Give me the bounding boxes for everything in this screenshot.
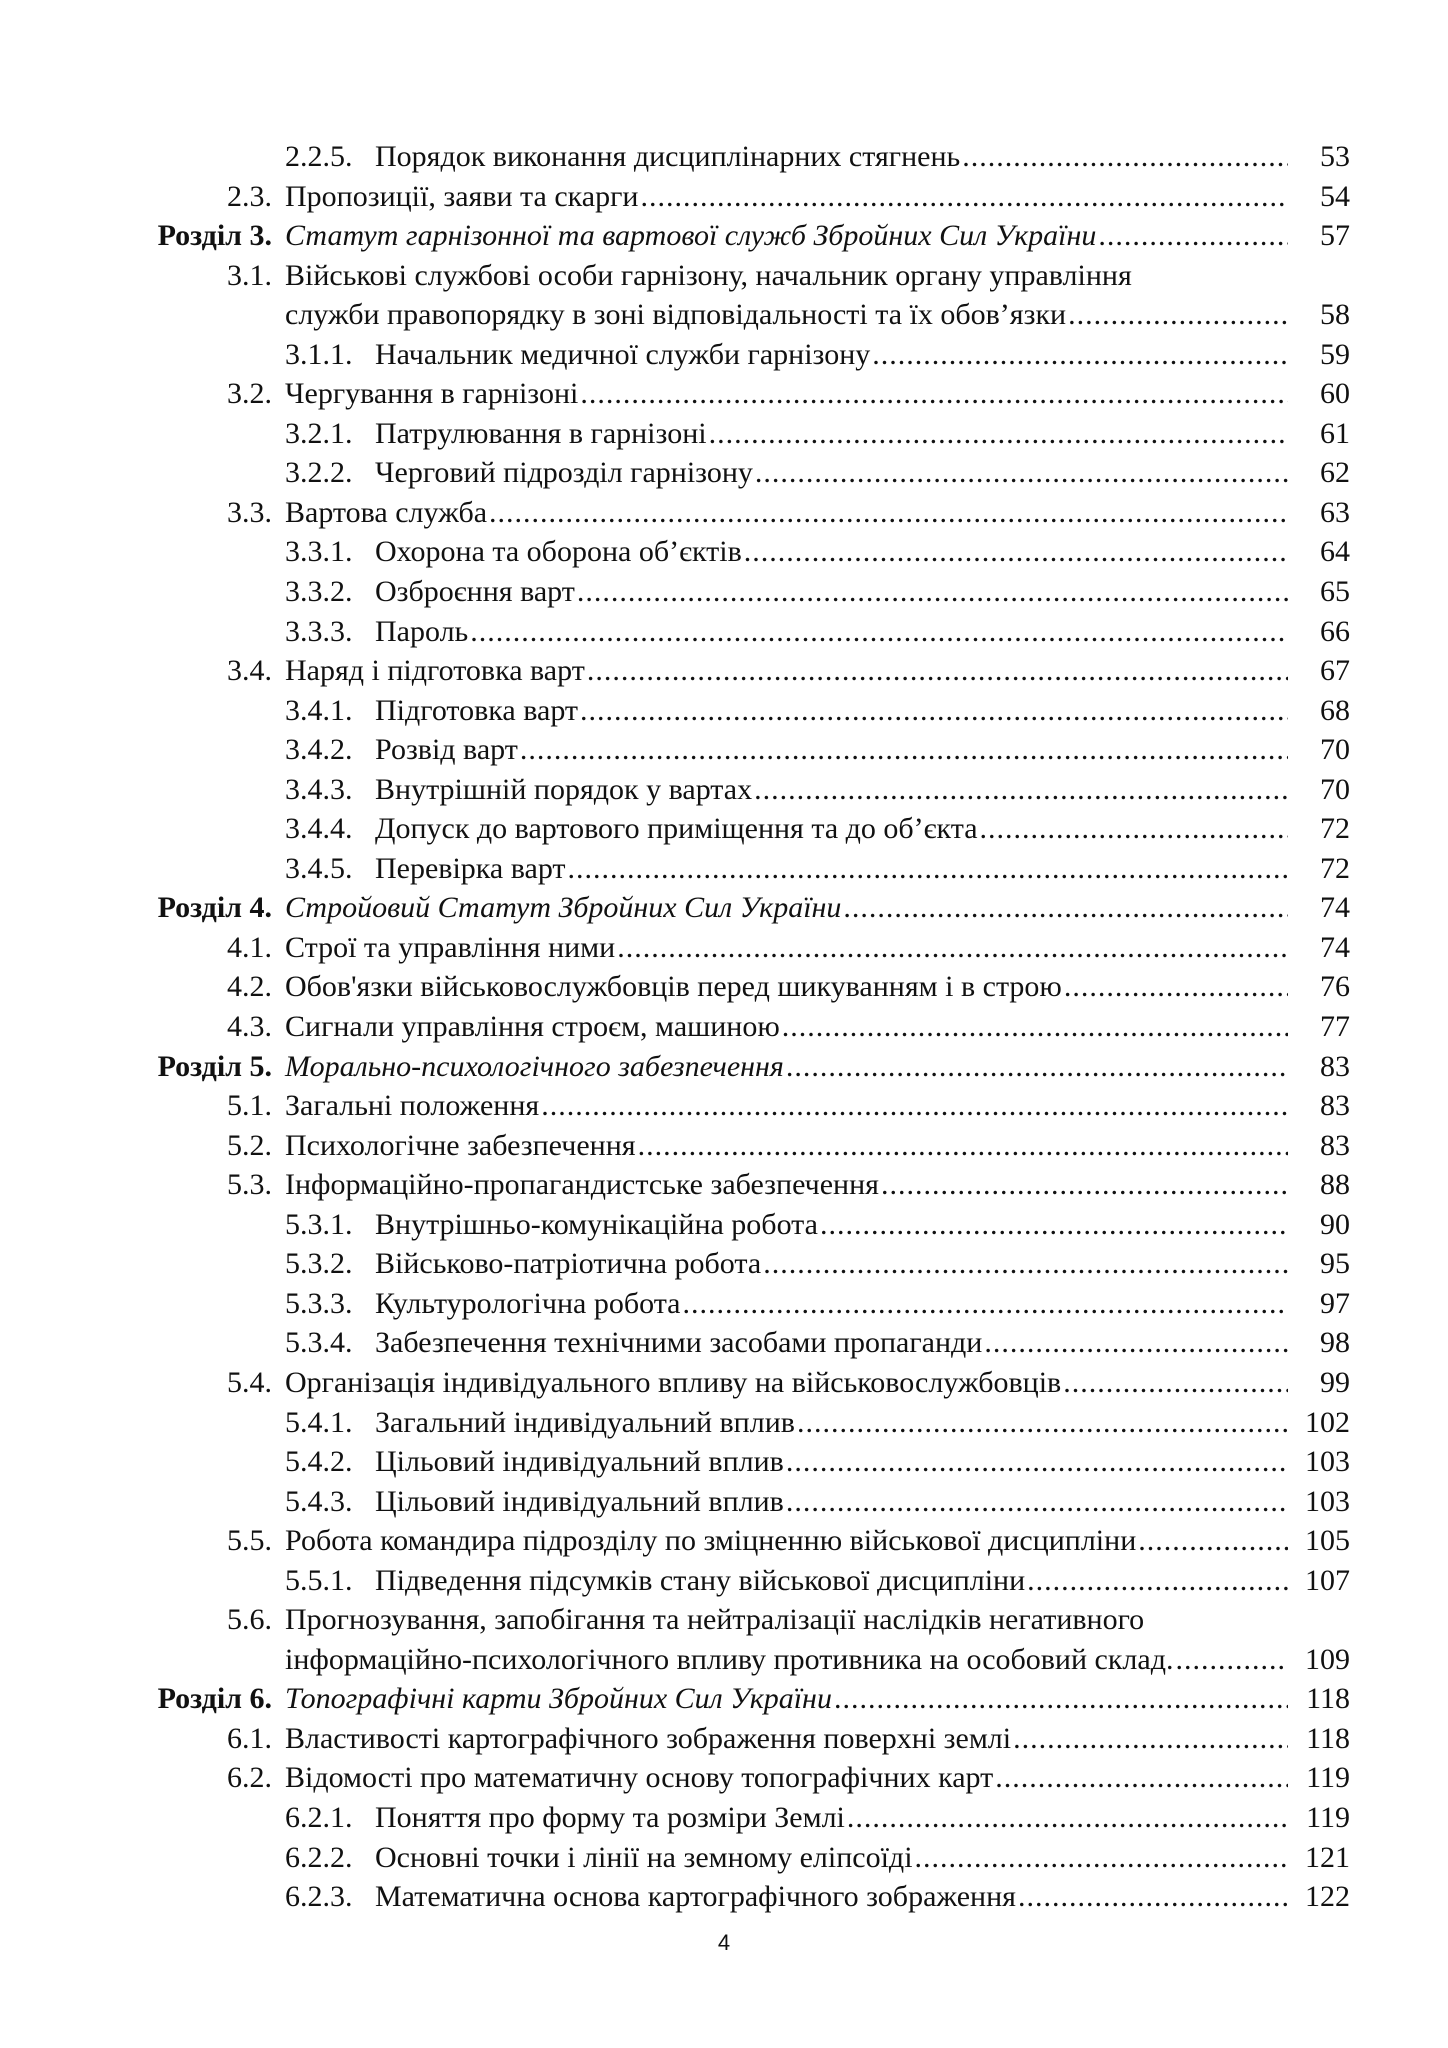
toc-entry-title: Озброєння варт	[375, 575, 575, 609]
toc-entry[interactable]	[140, 414, 1350, 454]
toc-section-number: 5.4.	[227, 1365, 272, 1399]
toc-page-number: 121	[1305, 1840, 1350, 1874]
toc-entry-body	[375, 1284, 1350, 1324]
toc-entry-title: Сигнали управління строєм, машиною	[285, 1010, 780, 1044]
toc-entry-body	[375, 730, 1350, 770]
toc-entry-body	[285, 295, 1350, 335]
toc-page-number: 70	[1320, 733, 1350, 767]
toc-page-number: 119	[1306, 1800, 1350, 1834]
toc-entry-title: Пароль	[375, 614, 469, 648]
toc-entry-body	[375, 612, 1350, 652]
toc-entry-body	[375, 1482, 1350, 1522]
toc-section-number: 6.2.	[227, 1761, 272, 1795]
toc-entry-body	[375, 1838, 1350, 1878]
toc-section-number: 4.2.	[227, 970, 272, 1004]
toc-chapter-number: Розділ 6.	[157, 1682, 272, 1716]
toc-page-number: 65	[1320, 575, 1350, 609]
dot-leader	[881, 1165, 1288, 1205]
toc-entry-title: Допуск до вартового приміщення та до об’єкта	[375, 812, 978, 846]
table-of-contents	[140, 137, 1350, 1917]
toc-entry-body	[375, 1442, 1350, 1482]
toc-section-number: 3.4.1.	[285, 693, 353, 727]
toc-entry-title: Загальний індивідуальний вплив	[375, 1405, 795, 1439]
toc-entry-body	[375, 1561, 1350, 1601]
toc-section-number: 5.6.	[227, 1603, 272, 1637]
toc-section-number: 2.2.5.	[285, 140, 353, 173]
toc-entry-title: Розвід варт	[375, 733, 518, 767]
toc-entry-body	[375, 335, 1350, 375]
toc-entry[interactable]	[140, 1482, 1350, 1522]
toc-entry-body	[375, 691, 1350, 731]
toc-entry-body	[375, 1244, 1350, 1284]
toc-entry-title: Статут гарнізонної та вартової служб Збройних Сил України	[285, 219, 1097, 253]
toc-entry[interactable]	[140, 651, 1350, 691]
toc-section-number: 2.3.	[227, 179, 272, 213]
toc-entry-title: інформаційно-психологічного впливу противника на особовий склад.	[285, 1642, 1174, 1676]
toc-section-number: 6.2.1.	[285, 1800, 353, 1834]
toc-entry-title: Робота командира підрозділу по зміцненню військової дисципліни	[285, 1524, 1137, 1558]
toc-entry[interactable]	[140, 1284, 1350, 1324]
dot-leader	[782, 1007, 1288, 1047]
toc-page-number: 76	[1320, 970, 1350, 1004]
toc-entry-body	[285, 1047, 1350, 1087]
toc-entry-title: Відомості про математичну основу топографічних карт	[285, 1761, 994, 1795]
toc-entry-body	[375, 809, 1350, 849]
toc-entry-body	[375, 1403, 1350, 1443]
toc-entry[interactable]	[140, 137, 1350, 177]
toc-page-number: 88	[1320, 1168, 1350, 1202]
dot-leader	[1064, 967, 1288, 1007]
toc-entry-body	[375, 453, 1350, 493]
dot-leader	[755, 453, 1288, 493]
toc-page-number: 109	[1305, 1642, 1350, 1676]
toc-entry[interactable]	[140, 177, 1350, 217]
toc-entry-title: Культурологічна робота	[375, 1286, 681, 1320]
toc-section-number: 5.4.1.	[285, 1405, 353, 1439]
toc-section-number: 3.3.	[227, 495, 272, 529]
dot-leader	[995, 1758, 1288, 1798]
toc-page-number: 118	[1306, 1721, 1350, 1755]
toc-entry[interactable]	[140, 928, 1350, 968]
dot-leader	[1027, 1561, 1288, 1601]
toc-entry[interactable]	[140, 770, 1350, 810]
toc-entry[interactable]	[140, 1442, 1350, 1482]
toc-entry-title: Пропозиції, заяви та скарги	[285, 179, 639, 213]
dot-leader	[786, 1442, 1288, 1482]
toc-section-number: 5.4.2.	[285, 1445, 353, 1479]
dot-leader	[683, 1284, 1289, 1324]
toc-entry-title: Підготовка варт	[375, 693, 579, 727]
toc-page-number: 67	[1320, 654, 1350, 688]
toc-entry-title: служби правопорядку в зоні відповідальності та їх обов’язки	[285, 298, 1067, 332]
toc-entry[interactable]	[140, 809, 1350, 849]
toc-page-number: 95	[1320, 1247, 1350, 1281]
toc-page-number: 53	[1320, 140, 1350, 173]
toc-entry[interactable]	[140, 493, 1350, 533]
toc-entry-body	[375, 1798, 1350, 1838]
toc-section-number: 3.4.5.	[285, 851, 353, 885]
toc-entry[interactable]	[140, 967, 1350, 1007]
dot-leader	[744, 532, 1288, 572]
toc-entry-body	[285, 1363, 1350, 1403]
toc-page-number: 98	[1320, 1326, 1350, 1360]
dot-leader	[872, 335, 1288, 375]
toc-entry-body	[285, 1758, 1350, 1798]
toc-section-number: 3.4.4.	[285, 812, 353, 846]
toc-entry[interactable]	[140, 730, 1350, 770]
toc-entry[interactable]	[140, 1165, 1350, 1205]
dot-leader	[984, 1323, 1288, 1363]
toc-entry-body	[375, 849, 1350, 889]
toc-entry[interactable]	[140, 572, 1350, 612]
toc-section-number: 3.1.1.	[285, 337, 353, 371]
toc-entry[interactable]	[140, 1838, 1350, 1878]
toc-page-number: 103	[1305, 1484, 1350, 1518]
toc-page-number: 99	[1320, 1365, 1350, 1399]
dot-leader	[568, 849, 1288, 889]
toc-entry-title: Внутрішній порядок у вартах	[375, 772, 753, 806]
toc-page-number: 97	[1320, 1286, 1350, 1320]
dot-leader	[1063, 1363, 1288, 1403]
toc-page-number: 54	[1320, 179, 1350, 213]
dot-leader	[577, 572, 1288, 612]
toc-entry-title: Обов'язки військовослужбовців перед шикуванням і в строю	[285, 970, 1062, 1004]
dot-leader	[820, 1205, 1288, 1245]
toc-page-number: 60	[1320, 377, 1350, 411]
toc-entry-body	[285, 928, 1350, 968]
toc-entry[interactable]	[140, 453, 1350, 493]
toc-entry-title: Стройовий Статут Збройних Сил України	[285, 891, 842, 925]
toc-section-number: 5.3.2.	[285, 1247, 353, 1281]
toc-entry-title: Військові службові особи гарнізону, начальник органу управління	[285, 258, 1132, 292]
dot-leader	[617, 928, 1288, 968]
toc-entry[interactable]	[140, 888, 1350, 928]
toc-entry-body	[285, 888, 1350, 928]
toc-entry[interactable]	[140, 1640, 1350, 1680]
dot-leader	[834, 1679, 1288, 1719]
toc-entry[interactable]	[140, 1086, 1350, 1126]
toc-page-number: 83	[1320, 1089, 1350, 1123]
toc-section-number: 3.2.	[227, 377, 272, 411]
toc-page-number: 105	[1305, 1524, 1350, 1558]
toc-page-number: 64	[1320, 535, 1350, 569]
toc-entry-body	[285, 1126, 1350, 1166]
toc-section-number: 3.2.2.	[285, 456, 353, 490]
toc-section-number: 3.3.1.	[285, 535, 353, 569]
toc-page-number: 72	[1320, 851, 1350, 885]
toc-section-number: 3.4.3.	[285, 772, 353, 806]
dot-leader	[1098, 216, 1288, 256]
toc-entry-body	[285, 1719, 1350, 1759]
toc-entry[interactable]	[140, 1244, 1350, 1284]
toc-section-number: 3.2.1.	[285, 416, 353, 450]
dot-leader	[962, 137, 1288, 177]
dot-leader	[640, 177, 1288, 217]
dot-leader	[520, 730, 1288, 770]
toc-entry-body	[375, 1205, 1350, 1245]
toc-section-number: 5.1.	[227, 1089, 272, 1123]
dot-leader	[843, 888, 1288, 928]
dot-leader	[797, 1403, 1288, 1443]
toc-entry[interactable]	[140, 691, 1350, 731]
toc-entry-body	[285, 1679, 1350, 1719]
toc-entry-title: Інформаційно-пропагандистське забезпечення	[285, 1168, 879, 1202]
toc-page-number: 70	[1320, 772, 1350, 806]
toc-page-number: 102	[1305, 1405, 1350, 1439]
toc-entry-title: Психологічне забезпечення	[285, 1128, 636, 1162]
toc-page-number: 77	[1320, 1010, 1350, 1044]
toc-entry-title: Військово-патріотична робота	[375, 1247, 762, 1281]
toc-entry-body	[285, 256, 1350, 296]
dot-leader	[1013, 1719, 1288, 1759]
dot-leader	[754, 770, 1288, 810]
toc-entry-body	[285, 1600, 1350, 1640]
toc-entry-body	[285, 216, 1350, 256]
toc-entry-body	[285, 374, 1350, 414]
toc-entry-title: Цільовий індивідуальний вплив	[375, 1484, 784, 1518]
toc-entry[interactable]	[140, 1600, 1350, 1640]
toc-page-number: 83	[1320, 1049, 1350, 1083]
toc-entry-title: Поняття про форму та розміри Землі	[375, 1800, 845, 1834]
toc-entry-title: Математична основа картографічного зображення	[375, 1880, 1016, 1914]
toc-entry-body	[285, 651, 1350, 691]
toc-entry[interactable]	[140, 849, 1350, 889]
toc-page-number: 59	[1320, 337, 1350, 371]
toc-entry[interactable]	[140, 1877, 1350, 1917]
toc-section-number: 4.1.	[227, 930, 272, 964]
toc-section-number: 6.2.2.	[285, 1840, 353, 1874]
toc-entry-title: Топографічні карти Збройних Сил України	[285, 1682, 832, 1716]
toc-page-number: 58	[1320, 298, 1350, 332]
toc-page-number: 122	[1305, 1880, 1350, 1914]
toc-entry[interactable]	[140, 1719, 1350, 1759]
dot-leader	[580, 374, 1288, 414]
toc-entry-body	[375, 532, 1350, 572]
toc-section-number: 5.3.1.	[285, 1207, 353, 1241]
toc-page-number: 74	[1320, 930, 1350, 964]
toc-entry[interactable]	[140, 1363, 1350, 1403]
toc-entry-body	[285, 967, 1350, 1007]
toc-entry-body	[285, 177, 1350, 217]
toc-entry-body	[375, 1877, 1350, 1917]
toc-entry[interactable]	[140, 374, 1350, 414]
dot-leader	[763, 1244, 1288, 1284]
toc-section-number: 5.5.	[227, 1524, 272, 1558]
toc-entry-title: Загальні положення	[285, 1089, 540, 1123]
toc-entry-title: Організація індивідуального впливу на військовослужбовців	[285, 1365, 1062, 1399]
toc-entry-body	[375, 770, 1350, 810]
dot-leader	[541, 1086, 1288, 1126]
dot-leader	[1138, 1521, 1288, 1561]
dot-leader	[587, 651, 1288, 691]
toc-section-number: 5.3.3.	[285, 1286, 353, 1320]
toc-entry-body	[285, 1521, 1350, 1561]
toc-entry-title: Черговий підрозділ гарнізону	[375, 456, 753, 490]
toc-entry[interactable]	[140, 1403, 1350, 1443]
toc-chapter-number: Розділ 3.	[157, 219, 272, 253]
toc-page-number: 103	[1305, 1445, 1350, 1479]
toc-entry-title: Наряд і підготовка варт	[285, 654, 585, 688]
toc-entry-title: Чергування в гарнізоні	[285, 377, 579, 411]
toc-section-number: 3.4.2.	[285, 733, 353, 767]
toc-entry[interactable]	[140, 1758, 1350, 1798]
toc-page-number: 66	[1320, 614, 1350, 648]
toc-entry-title: Властивості картографічного зображення поверхні землі	[285, 1721, 1012, 1755]
toc-entry[interactable]	[140, 1007, 1350, 1047]
toc-entry[interactable]	[140, 532, 1350, 572]
dot-leader	[1018, 1877, 1288, 1917]
toc-entry-body	[375, 137, 1350, 177]
toc-entry-title: Порядок виконання дисциплінарних стягнень	[375, 140, 961, 173]
toc-entry[interactable]	[140, 1323, 1350, 1363]
toc-entry-title: Забезпечення технічними засобами пропаганди	[375, 1326, 983, 1360]
toc-entry[interactable]	[140, 1679, 1350, 1719]
toc-page-number: 90	[1320, 1207, 1350, 1241]
toc-entry-body	[285, 1165, 1350, 1205]
toc-entry[interactable]	[140, 1798, 1350, 1838]
toc-entry[interactable]	[140, 1561, 1350, 1601]
toc-section-number: 5.3.4.	[285, 1326, 353, 1360]
toc-entry-body	[285, 1007, 1350, 1047]
dot-leader	[847, 1798, 1288, 1838]
page-number: 4	[717, 1930, 731, 1955]
toc-section-number: 5.4.3.	[285, 1484, 353, 1518]
toc-section-number: 4.3.	[227, 1010, 272, 1044]
toc-chapter-number: Розділ 4.	[157, 891, 272, 925]
toc-entry-title: Перевірка варт	[375, 851, 566, 885]
toc-section-number: 5.3.	[227, 1168, 272, 1202]
toc-page-number: 57	[1320, 219, 1350, 253]
toc-entry-title: Вартова служба	[285, 495, 488, 529]
toc-entry-title: Основні точки і лінії на земному еліпсоїді	[375, 1840, 913, 1874]
toc-entry-title: Підведення підсумків стану військової дисципліни	[375, 1563, 1026, 1597]
toc-entry-body	[285, 1086, 1350, 1126]
toc-entry[interactable]	[140, 216, 1350, 256]
dot-leader	[489, 493, 1288, 533]
toc-section-number: 3.3.3.	[285, 614, 353, 648]
toc-page-number: 74	[1320, 891, 1350, 925]
dot-leader	[709, 414, 1288, 454]
dot-leader	[786, 1482, 1288, 1522]
toc-section-number: 3.1.	[227, 258, 272, 292]
toc-entry[interactable]	[140, 1521, 1350, 1561]
toc-page-number: 107	[1305, 1563, 1350, 1597]
toc-entry-title: Строї та управління ними	[285, 930, 616, 964]
toc-entry[interactable]	[140, 335, 1350, 375]
toc-entry[interactable]	[140, 1047, 1350, 1087]
toc-entry-title: Прогнозування, запобігання та нейтралізації наслідків негативного	[285, 1603, 1145, 1637]
toc-entry-body	[375, 414, 1350, 454]
toc-entry-body	[285, 493, 1350, 533]
toc-entry-title: Патрулювання в гарнізоні	[375, 416, 707, 450]
toc-page-number: 72	[1320, 812, 1350, 846]
toc-section-number: 6.2.3.	[285, 1880, 353, 1914]
toc-page-number: 118	[1306, 1682, 1350, 1716]
dot-leader	[980, 809, 1288, 849]
dot-leader	[470, 612, 1288, 652]
toc-page-number: 63	[1320, 495, 1350, 529]
dot-leader	[786, 1047, 1288, 1087]
toc-entry[interactable]	[140, 612, 1350, 652]
toc-section-number: 5.2.	[227, 1128, 272, 1162]
toc-entry[interactable]	[140, 1205, 1350, 1245]
toc-page-number: 119	[1306, 1761, 1350, 1795]
toc-entry-title: Внутрішньо-комунікаційна робота	[375, 1207, 818, 1241]
dot-leader	[638, 1126, 1288, 1166]
toc-page-number: 68	[1320, 693, 1350, 727]
toc-page-number: 61	[1320, 416, 1350, 450]
toc-entry-title: Цільовий індивідуальний вплив	[375, 1445, 784, 1479]
toc-entry-body	[375, 572, 1350, 612]
dot-leader	[915, 1838, 1288, 1878]
toc-page-number: 83	[1320, 1128, 1350, 1162]
toc-entry-title: Морально-психологічного забезпечення	[285, 1049, 784, 1083]
toc-entry-title: Начальник медичної служби гарнізону	[375, 337, 871, 371]
dot-leader	[1068, 295, 1288, 335]
dot-leader	[580, 691, 1288, 731]
toc-entry[interactable]	[140, 1126, 1350, 1166]
toc-section-number: 3.4.	[227, 654, 272, 688]
toc-page-number: 62	[1320, 456, 1350, 490]
toc-section-number: 5.5.1.	[285, 1563, 353, 1597]
toc-entry-body	[285, 1640, 1350, 1680]
toc-chapter-number: Розділ 5.	[157, 1049, 272, 1083]
toc-section-number: 6.1.	[227, 1721, 272, 1755]
toc-entry[interactable]	[140, 295, 1350, 335]
toc-entry-title: Охорона та оборона об’єктів	[375, 535, 742, 569]
toc-entry[interactable]	[140, 256, 1350, 296]
toc-entry-body	[375, 1323, 1350, 1363]
toc-section-number: 3.3.2.	[285, 575, 353, 609]
dot-leader	[1176, 1640, 1289, 1680]
